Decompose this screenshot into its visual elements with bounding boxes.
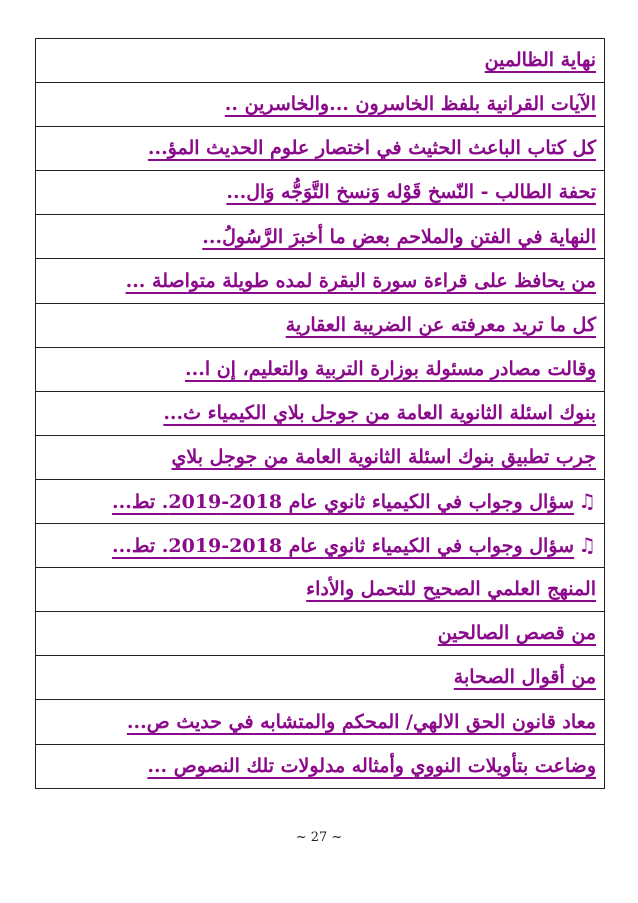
- link-label: تحفة الطالب - النّسخ قَوْله وَنسخ التَّوَجُّه وَال...: [226, 181, 596, 204]
- table-row: [36, 215, 605, 259]
- link-label: نهاية الظالمين: [484, 49, 596, 72]
- link-item[interactable]: [163, 402, 596, 425]
- table-cell: [36, 656, 605, 700]
- link-label: سؤال وجواب في الكيمياء ثانوي عام 2018-2019. تط...: [111, 535, 575, 558]
- link-label: بنوك اسئلة الثانوية العامة من جوجل بلاي الكيمياء ث...: [163, 401, 596, 424]
- link-label: كل ما تريد معرفته عن الضريبة العقارية: [285, 313, 596, 336]
- table-row: [36, 435, 605, 479]
- link-label: من يحافظ على قراءة سورة البقرة لمده طويلة متواصلة ...: [125, 269, 596, 292]
- table-cell: [36, 127, 605, 171]
- page-number: ~ 27 ~: [295, 830, 343, 845]
- link-label: كل كتاب الباعث الحثيث في اختصار علوم الحديث المؤ...: [147, 137, 596, 160]
- links-table: [35, 38, 605, 789]
- table-row: [36, 391, 605, 435]
- link-item[interactable]: [454, 666, 596, 689]
- link-item[interactable]: [185, 358, 596, 381]
- link-item[interactable]: [112, 533, 596, 558]
- table-row: [36, 524, 605, 568]
- link-label: وقالت مصادر مسئولة بوزارة التربية والتعليم، إن ا...: [184, 357, 596, 380]
- link-label: النهاية في الفتن والملاحم بعض ما أخبرَ الرَّسُولُ...: [202, 225, 596, 248]
- table-cell: [36, 215, 605, 259]
- link-item[interactable]: [127, 711, 596, 734]
- table-cell: [36, 435, 605, 479]
- table-row: [36, 568, 605, 612]
- link-item[interactable]: [126, 270, 596, 293]
- table-cell: [36, 83, 605, 127]
- table-row: [36, 700, 605, 744]
- link-label: معاد قانون الحق الالهي/ المحكم والمتشابه في حديث ص...: [126, 710, 596, 733]
- link-item[interactable]: [202, 226, 596, 249]
- link-label: من قصص الصالحين: [437, 622, 596, 645]
- music-note-icon: ♫: [578, 533, 596, 558]
- table-row: [36, 259, 605, 303]
- link-item[interactable]: [286, 314, 596, 337]
- table-row: [36, 479, 605, 523]
- table-row: [36, 612, 605, 656]
- table-cell: [36, 171, 605, 215]
- table-row: [36, 83, 605, 127]
- table-cell: [36, 303, 605, 347]
- link-item[interactable]: [171, 446, 596, 469]
- table-row: [36, 39, 605, 83]
- table-row: [36, 171, 605, 215]
- links-table-body: [36, 39, 605, 789]
- link-item[interactable]: [306, 578, 596, 601]
- link-item[interactable]: [485, 49, 596, 72]
- table-row: [36, 744, 605, 788]
- table-cell: [36, 744, 605, 788]
- link-label: من أقوال الصحابة: [453, 666, 596, 689]
- link-label: وضاعت بتأويلات النووي وأمثاله مدلولات تلك النصوص ...: [147, 754, 596, 777]
- link-item[interactable]: [112, 489, 596, 514]
- table-row: [36, 303, 605, 347]
- link-item[interactable]: [226, 181, 596, 204]
- link-label: سؤال وجواب في الكيمياء ثانوي عام 2018-2019. تط...: [111, 491, 575, 514]
- table-row: [36, 127, 605, 171]
- table-cell: [36, 700, 605, 744]
- table-row: [36, 656, 605, 700]
- table-cell: [36, 39, 605, 83]
- link-item[interactable]: [147, 755, 596, 778]
- link-item[interactable]: [148, 137, 596, 160]
- link-label: المنهج العلمي الصحيح للتحمل والأداء: [306, 578, 596, 601]
- table-cell: [36, 524, 605, 568]
- table-cell: [36, 347, 605, 391]
- link-item[interactable]: [438, 622, 596, 645]
- table-cell: [36, 612, 605, 656]
- link-item[interactable]: [225, 93, 596, 116]
- music-note-icon: ♫: [578, 489, 596, 514]
- table-cell: [36, 479, 605, 523]
- link-label: جرب تطبيق بنوك اسئلة الثانوية العامة من جوجل بلاي: [171, 445, 596, 468]
- table-row: [36, 347, 605, 391]
- table-cell: [36, 259, 605, 303]
- table-cell: [36, 568, 605, 612]
- table-cell: [36, 391, 605, 435]
- link-label: الآيات القرانية بلفظ الخاسرون ...والخاسرين ..: [224, 93, 596, 116]
